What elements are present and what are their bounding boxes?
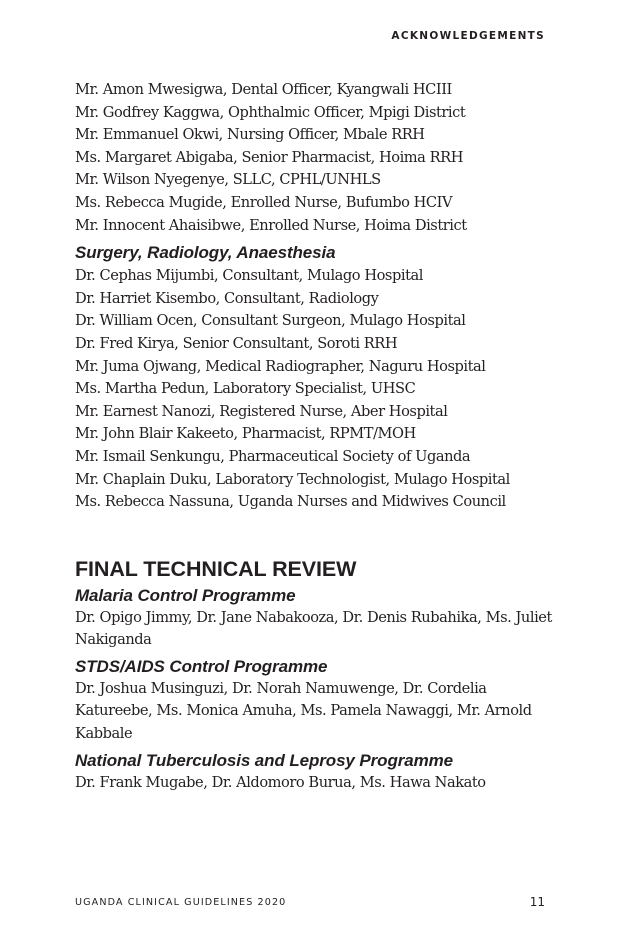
- malaria-reviewers: Dr. Opigo Jimmy, Dr. Jane Nabakooza, Dr. Denis Rubahika, Ms. Juliet Nakiganda: [75, 608, 552, 649]
- list-item: Mr. Chaplain Duku, Laboratory Technologist, Mulago Hospital: [75, 470, 510, 488]
- list-item: Mr. Amon Mwesigwa, Dental Officer, Kyangwali HCIII: [75, 81, 452, 98]
- list-item: Ms. Margaret Abigaba, Senior Pharmacist, Hoima RRH: [75, 148, 463, 166]
- section-heading-surgery: Surgery, Radiology, Anaesthesia: [75, 243, 336, 263]
- list-item: Mr. Godfrey Kaggwa, Ophthalmic Officer, Mpigi District: [75, 103, 466, 121]
- list-item: Mr. John Blair Kakeeto, Pharmacist, RPMT/MOH: [75, 425, 416, 443]
- list-item: Dr. Cephas Mijumbi, Consultant, Mulago Hospital: [75, 267, 423, 285]
- list-item: Mr. Earnest Nanozi, Registered Nurse, Aber Hospital: [75, 402, 448, 420]
- tb-reviewers: Dr. Frank Mugabe, Dr. Aldomoro Burua, Ms. Hawa Nakato: [75, 773, 486, 791]
- subsection-heading-tb: National Tuberculosis and Leprosy Programme: [75, 750, 453, 770]
- stds-reviewers: Dr. Joshua Musinguzi, Dr. Norah Namuwenge, Dr. Cordelia Katureebe, Ms. Monica Amuha, Ms. Pamela Nawaggi, Mr. Arnold Kabbale: [75, 679, 532, 743]
- list-item: Mr. Juma Ojwang, Medical Radiographer, Naguru Hospital: [75, 357, 486, 375]
- list-item: Dr. Fred Kirya, Senior Consultant, Soroti RRH: [75, 334, 398, 352]
- subsection-heading-stds: STDS/AIDS Control Programme: [75, 656, 328, 676]
- list-item: Dr. William Ocen, Consultant Surgeon, Mulago Hospital: [75, 312, 466, 330]
- surgery-list: [75, 265, 575, 514]
- acknowledgements-content: [75, 79, 575, 794]
- list-item: Mr. Emmanuel Okwi, Nursing Officer, Mbale RRH: [75, 126, 425, 144]
- footer-title: UGANDA CLINICAL GUIDELINES 2020: [75, 897, 287, 908]
- list-item: Mr. Innocent Ahaisibwe, Enrolled Nurse, Hoima District: [75, 216, 467, 234]
- running-header: ACKNOWLEDGEMENTS: [391, 30, 545, 42]
- list-item: Ms. Rebecca Mugide, Enrolled Nurse, Bufumbo HCIV: [75, 193, 453, 211]
- list-item: Ms. Rebecca Nassuna, Uganda Nurses and Midwives Council: [75, 493, 506, 511]
- page-footer: [75, 895, 545, 911]
- page-number: 11: [529, 895, 545, 909]
- list-item: Mr. Wilson Nyegenye, SLLC, CPHL/UNHLS: [75, 171, 381, 189]
- list-item: Mr. Ismail Senkungu, Pharmaceutical Society of Uganda: [75, 447, 471, 465]
- subsection-heading-malaria: Malaria Control Programme: [75, 585, 296, 605]
- section-heading-final-review: FINAL TECHNICAL REVIEW: [75, 556, 357, 581]
- list-item: Dr. Harriet Kisembo, Consultant, Radiology: [75, 289, 379, 307]
- acknowledgement-list: [75, 79, 575, 237]
- list-item: Ms. Martha Pedun, Laboratory Specialist, UHSC: [75, 380, 416, 398]
